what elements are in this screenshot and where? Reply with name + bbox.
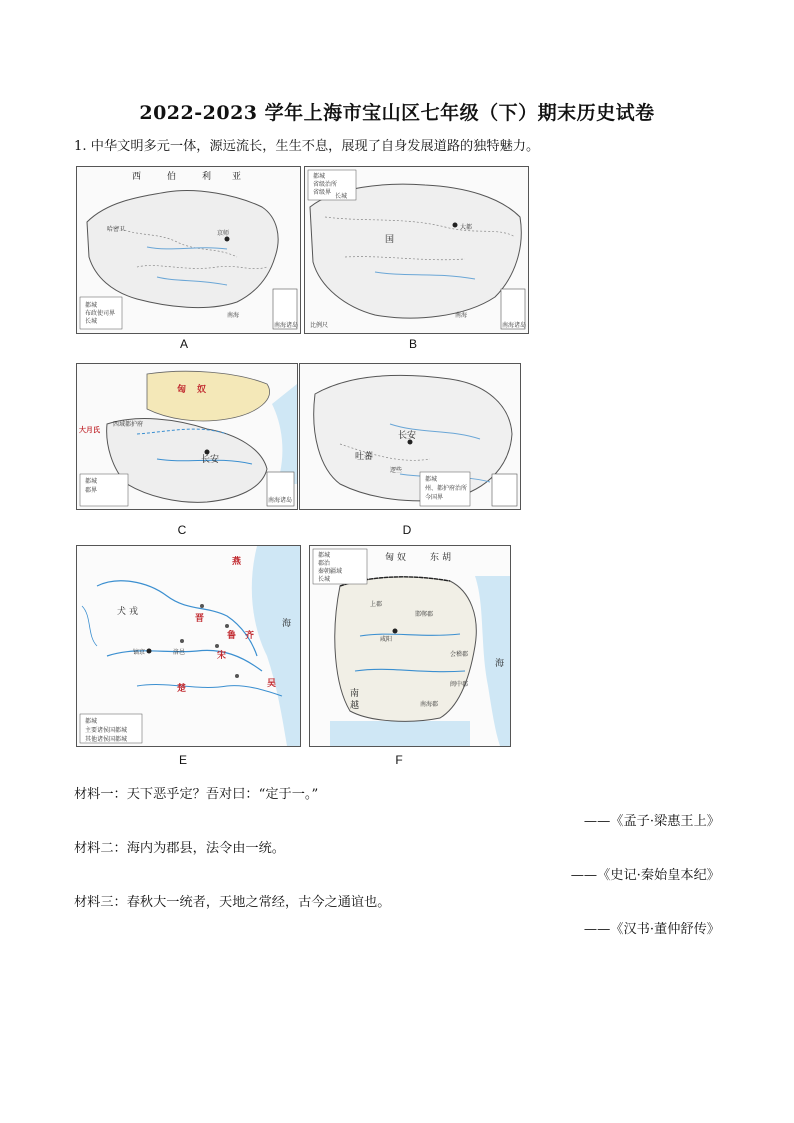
map-f-text: 邯郸郡: [415, 611, 434, 618]
map-e-text: 戎: [129, 607, 139, 617]
map-d-tang-territory: [299, 363, 521, 510]
map-f-image: [310, 546, 510, 746]
map-f-text: 会稽郡: [450, 651, 469, 658]
question-1-text: 1. 中华文明多元一体，源远流长，生生不息，展现了自身发展道路的独特魅力。: [74, 139, 540, 154]
map-b-capital-marker: [453, 223, 458, 228]
map-f-text: 上郡: [370, 601, 383, 608]
map-d-text: 吐蕃: [355, 452, 374, 462]
map-c-legend-text: 郡界: [85, 487, 98, 494]
map-e-state-marker: [180, 639, 184, 643]
map-b-label: B: [408, 337, 417, 351]
map-f-text: 咸阳: [380, 636, 393, 643]
map-e-image: [77, 546, 300, 746]
map-e-state-marker: [200, 604, 204, 608]
map-a-text: 南海: [227, 312, 240, 319]
map-b-legend-text: 省级界: [313, 189, 332, 196]
map-e-text: 楚: [177, 684, 187, 694]
map-c-text: 奴: [197, 385, 207, 395]
map-b-text: 南海诸岛: [502, 322, 527, 329]
map-a-legend-text: 长城: [85, 318, 98, 325]
map-e-text: 吴: [267, 679, 277, 689]
map-d-text: 逻些: [390, 467, 403, 474]
map-f-label: F: [395, 753, 403, 767]
map-a-text: 利: [202, 172, 212, 182]
map-b-text: 南海: [455, 312, 468, 319]
map-b-legend-text: 长城: [335, 193, 348, 200]
map-e-text: 海: [282, 619, 292, 629]
material-3-source: ——《汉书·董仲舒传》: [583, 922, 720, 937]
map-f-text: 南海郡: [420, 701, 439, 708]
material-1-text: 天下恶乎定？吾对曰：“定于一。”: [126, 787, 319, 802]
map-a-text: 伯: [167, 172, 177, 182]
map-f-legend-text: 都城: [318, 552, 331, 559]
map-d-legend-text: 都城: [425, 476, 438, 483]
material-3-label: 材料三：: [74, 895, 127, 910]
map-b-image: [305, 167, 528, 333]
map-c-text: 匈: [177, 385, 187, 395]
map-c-image: [77, 364, 297, 509]
map-e-text: 宋: [217, 651, 227, 661]
map-b-legend-text: 都城: [313, 173, 326, 180]
map-e-text: 齐: [245, 631, 255, 641]
map-d-legend-text: 州、都护府治所: [425, 485, 468, 492]
map-a-image: [77, 167, 300, 333]
map-f-qin-territory: [309, 545, 511, 747]
map-e-text: 镐京: [133, 649, 146, 656]
map-e-text: 洛邑: [173, 649, 186, 656]
map-e-label: E: [178, 753, 187, 767]
map-b-legend-text: 省级治所: [313, 181, 338, 188]
map-e-state-marker: [225, 624, 229, 628]
material-3: [74, 894, 391, 912]
map-e-text: 晋: [195, 614, 205, 624]
map-a-text: 南海诸岛: [274, 322, 299, 329]
map-c-text: 大月氏: [79, 426, 100, 434]
map-f-capital-marker: [393, 629, 398, 634]
map-c-capital-marker: [205, 450, 210, 455]
map-f-text: 东: [430, 553, 440, 563]
map-d-label: D: [402, 523, 412, 537]
map-e-capital-marker: [147, 649, 152, 654]
map-b-text: 比例尺: [310, 322, 329, 329]
map-c-text: 西域都护府: [113, 421, 144, 428]
material-3-text: 春秋大一统者，天地之常经，古今之通谊也。: [126, 895, 391, 910]
map-c-text: 南海诸岛: [268, 497, 293, 504]
map-c-text: 长安: [201, 455, 220, 465]
map-e-legend-text: 主要诸侯国都城: [85, 727, 128, 734]
map-f-text: 海: [495, 659, 505, 669]
map-b-yuan-territory: [304, 166, 529, 334]
material-1-label: 材料一：: [74, 787, 127, 802]
material-1-source: ——《孟子·梁惠王上》: [583, 814, 720, 829]
map-e-text: 燕: [232, 557, 242, 567]
map-c-han-territory: [76, 363, 298, 510]
map-f-text: 越: [350, 701, 360, 711]
map-e-state-marker: [215, 644, 219, 648]
map-a-text: 西: [132, 172, 142, 182]
map-b-text: 国: [385, 235, 395, 245]
material-2-text: 海内为郡县，法令由一统。: [126, 841, 285, 856]
map-f-text: 闽中郡: [450, 681, 469, 688]
page-title: 2022-2023 学年上海市宝山区七年级（下）期末历史试卷: [139, 102, 655, 124]
material-2-label: 材料二：: [74, 841, 127, 856]
map-a-label: A: [179, 337, 188, 351]
map-e-text: 犬: [117, 607, 127, 617]
map-e-text: 鲁: [227, 631, 237, 641]
map-c-legend-text: 都城: [85, 478, 98, 485]
map-f-legend-text: 秦朝疆域: [318, 568, 343, 575]
map-c-label: C: [177, 523, 187, 537]
material-2: [74, 840, 285, 858]
map-f-text: 奴: [397, 553, 407, 563]
map-a-ming-territory: [76, 166, 301, 334]
map-e-legend-text: 其他诸侯国都城: [85, 736, 128, 743]
map-a-text: 京师: [217, 230, 230, 237]
map-a-text: 哈密卫: [107, 226, 126, 233]
map-d-image: [300, 364, 520, 509]
map-e-state-marker: [235, 674, 239, 678]
map-f-legend-text: 郡治: [318, 560, 331, 567]
map-a-text: 亚: [232, 172, 242, 182]
map-d-legend-text: 今国界: [425, 494, 444, 501]
material-2-source: ——《史记·秦始皇本纪》: [570, 868, 720, 883]
map-e-western-zhou-territory: [76, 545, 301, 747]
map-b-text: 大都: [460, 224, 473, 231]
map-f-text: 南: [350, 689, 360, 699]
map-a-legend-text: 都城: [85, 302, 98, 309]
map-f-text: 胡: [442, 553, 452, 563]
map-f-legend-text: 长城: [318, 576, 331, 583]
map-e-legend-text: 都城: [85, 718, 98, 725]
map-d-text: 长安: [398, 431, 417, 441]
map-a-capital-marker: [225, 237, 230, 242]
material-1: [74, 786, 318, 804]
map-f-text: 匈: [385, 553, 395, 563]
map-a-legend-text: 布政使司界: [85, 310, 116, 317]
